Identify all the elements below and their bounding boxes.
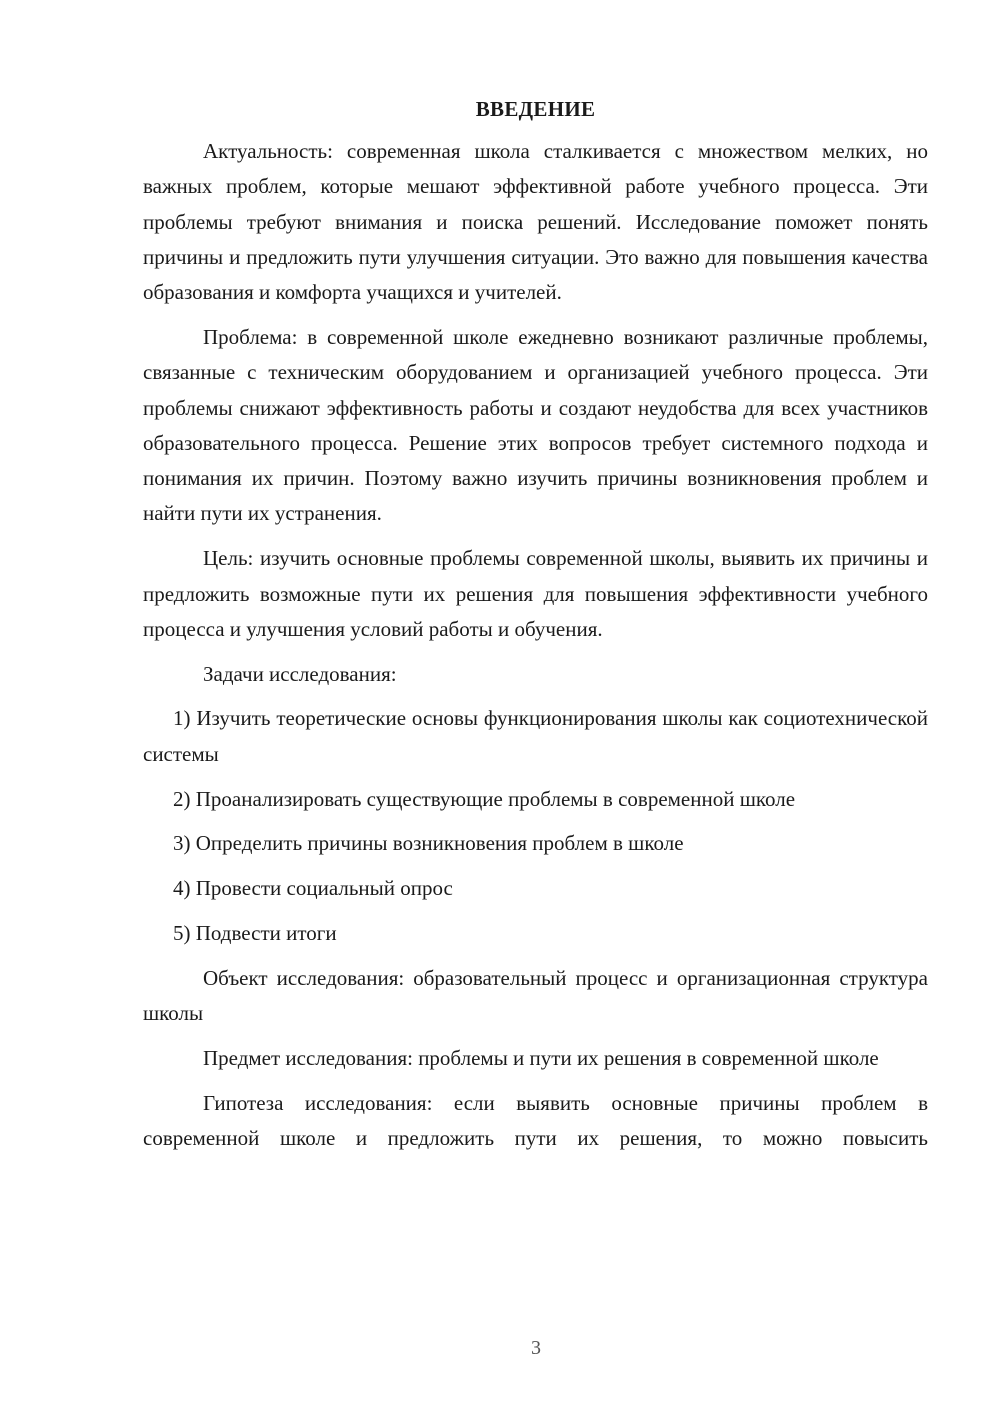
task-item: 3) Определить причины возникновения проблем в школе [173,831,684,856]
task-item: 5) Подвести итоги [173,920,337,945]
problem-paragraph: Проблема: в современной школе ежедневно возникают различные проблемы, связанные с техническим оборудованием и организацией учебного процесса. Эти проблемы снижают эффективность работы и создают неудобства для всех участников образовательного процесса. Решение этих вопросов требует системного подхода и понимания их причин. Поэтому важно изучить причины возникновения проблем и найти пути их устранения. [143,324,928,526]
page-number: 3 [531,1337,541,1359]
page-content [143,92,928,1166]
relevance-paragraph: Актуальность: современная школа сталкивается с множеством мелких, но важных проблем, которые мешают эффективной работе учебного процесса. Эти проблемы требуют внимания и поиска решений. Исследование поможет понять причины и предложить пути улучшения ситуации. Это важно для повышения качества образования и комфорта учащихся и учителей. [143,139,928,305]
task-item: 4) Провести социальный опрос [173,876,453,901]
task-item: 2) Проанализировать существующие проблемы в современной школе [173,786,796,811]
section-title: ВВЕДЕНИЕ [475,97,596,121]
goal-paragraph: Цель: изучить основные проблемы современной школы, выявить их причины и предложить возможные пути их решения для повышения эффективности учебного процесса и улучшения условий работы и обучения. [143,546,928,641]
tasks-heading: Задачи исследования: [203,661,397,686]
hypothesis-paragraph: Гипотеза исследования: если выявить основные причины проблем в современной школе и предложить пути их решения, то можно повысить [143,1090,928,1150]
task-item: 1) Изучить теоретические основы функционирования школы как социотехнической системы [143,706,928,766]
subject-paragraph: Предмет исследования: проблемы и пути их решения в современной школе [203,1045,879,1070]
object-paragraph: Объект исследования: образовательный процесс и организационная структура школы [143,965,928,1026]
